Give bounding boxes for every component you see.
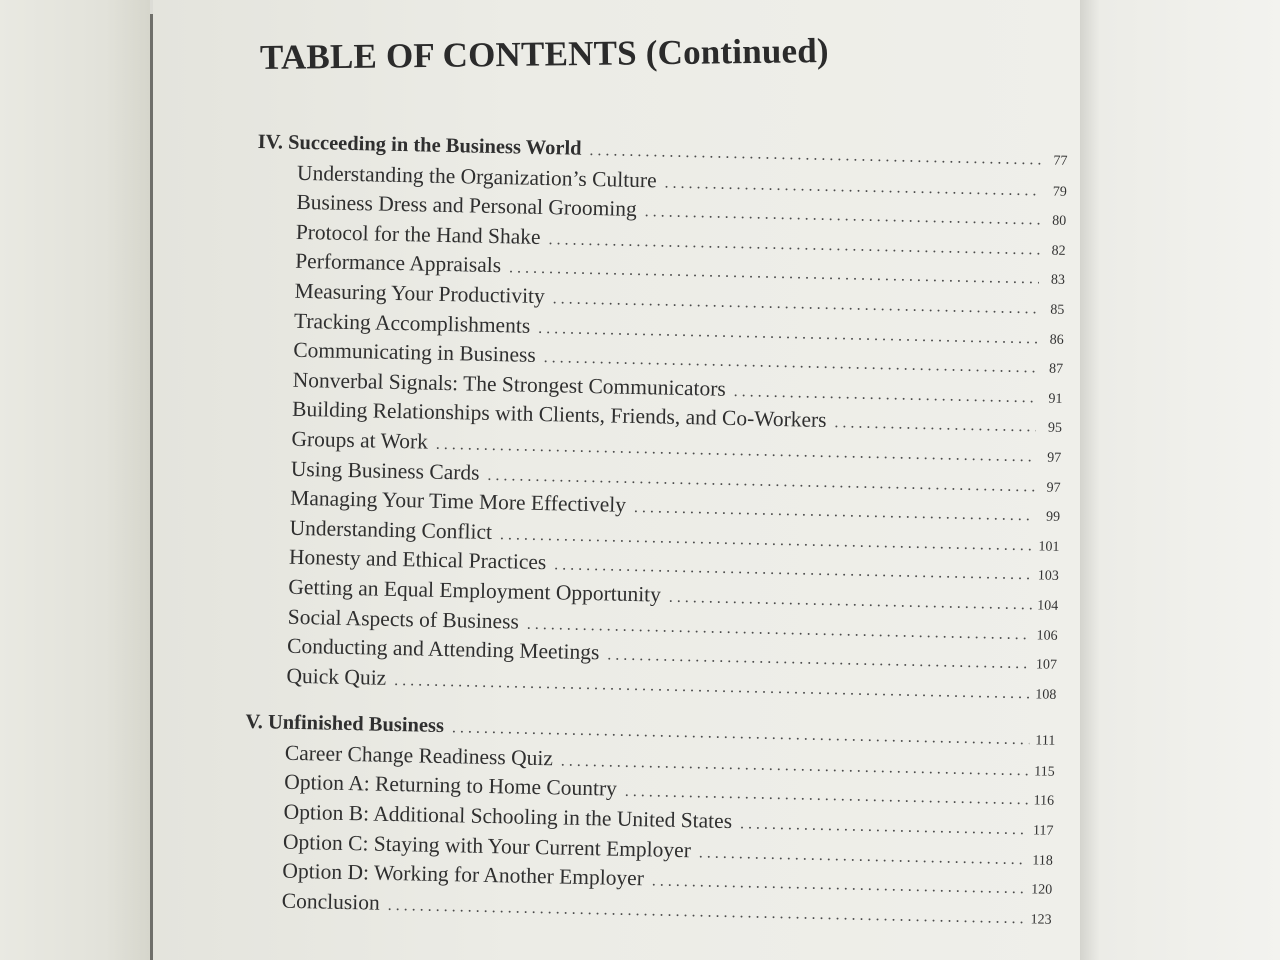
toc-page-number: 116 (1033, 793, 1055, 810)
toc-entry-label: Communicating in Business (293, 337, 537, 368)
toc-page-number: 101 (1038, 539, 1060, 555)
toc-entry-label: Building Relationships with Clients, Friends, and Co-Workers (291, 397, 827, 433)
toc-page-number: 95 (1047, 420, 1063, 437)
toc-entry-label: Getting an Equal Employment Opportunity (288, 574, 662, 607)
toc-page-number: 107 (1035, 657, 1058, 673)
toc-entry-label: Conclusion (281, 888, 381, 915)
toc-entry-label: Option C: Staying with Your Current Employer (282, 829, 692, 862)
toc-page-number: 79 (1052, 184, 1067, 200)
toc-page-number: 87 (1048, 361, 1064, 378)
toc-page-number: 85 (1050, 302, 1065, 318)
toc-page-number: 99 (1045, 509, 1061, 526)
toc-page-number: 123 (1030, 912, 1052, 928)
toc-entry-label: Option A: Returning to Home Country (284, 770, 618, 802)
toc-entry-label: Option D: Working for Another Employer (282, 858, 645, 891)
toc-page-number: 97 (1047, 450, 1062, 466)
toc-page-number: 82 (1051, 243, 1066, 259)
toc-page-number: 108 (1035, 687, 1057, 703)
toc-entry-label: Tracking Accomplishments (293, 308, 531, 338)
toc-page-number: 77 (1053, 153, 1068, 169)
toc-page-number: 120 (1031, 882, 1053, 899)
toc-page-number: 83 (1050, 273, 1066, 289)
toc-entry-label: Business Dress and Personal Grooming (296, 190, 638, 222)
page-title: TABLE OF CONTENTS (Continued) (259, 31, 830, 77)
toc-entry-label: Managing Your Time More Effectively (290, 485, 627, 517)
toc-entry-label: Understanding Conflict (289, 515, 493, 544)
book-page-edge (0, 0, 150, 960)
toc-entry-label: Quick Quiz (286, 663, 387, 690)
toc-page-number: 86 (1049, 332, 1064, 348)
toc-page-number: 115 (1034, 764, 1055, 780)
toc-entry-label: Performance Appraisals (294, 249, 502, 278)
toc-entry-label: Nonverbal Signals: The Strongest Communicators (292, 367, 727, 401)
toc-page-number: 106 (1036, 627, 1058, 644)
toc-page-number: 91 (1048, 391, 1063, 407)
toc-entry-label: Groups at Work (291, 426, 429, 454)
toc-page-number: 118 (1032, 853, 1053, 869)
toc-page-number: 80 (1052, 213, 1067, 230)
toc-entry-label: Protocol for the Hand Shake (295, 219, 541, 249)
toc-entry-label: Option B: Additional Schooling in the United States (283, 799, 733, 834)
adjacent-page (1080, 0, 1280, 960)
toc-entry-label: Using Business Cards (290, 456, 480, 485)
dot-leader (834, 408, 1036, 442)
toc-entry-label: Social Aspects of Business (287, 604, 520, 634)
toc-page-number: 111 (1035, 733, 1056, 750)
toc-page-number: 117 (1032, 823, 1054, 839)
toc-entry-label: Conducting and Attending Meetings (286, 633, 600, 665)
toc-page-number: 104 (1037, 598, 1059, 614)
toc-entry-label: Understanding the Organization’s Culture (296, 160, 657, 192)
toc-entry-label: Measuring Your Productivity (294, 278, 546, 309)
toc-page-number: 97 (1046, 480, 1061, 496)
toc-section-label: IV. Succeeding in the Business World (257, 130, 582, 160)
toc-page-number: 103 (1037, 568, 1059, 585)
toc-entry-label: Honesty and Ethical Practices (288, 545, 547, 575)
toc-section-label: V. Unfinished Business (245, 711, 445, 738)
toc-entry-label: Career Change Readiness Quiz (284, 740, 554, 771)
table-of-contents (242, 128, 1068, 932)
